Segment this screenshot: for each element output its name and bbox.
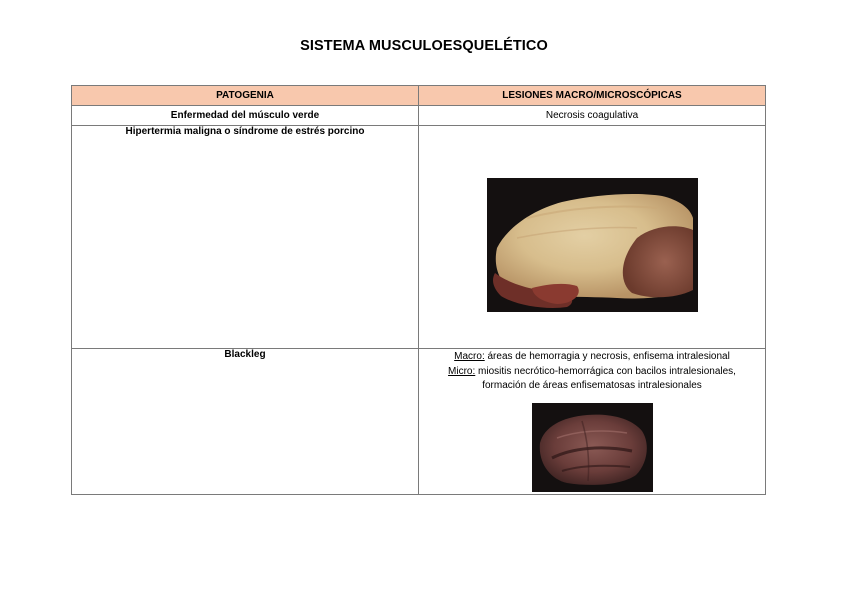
micro-line-2: formación de áreas enfisematosas intralesionales xyxy=(482,380,702,391)
micro-line xyxy=(423,365,761,380)
blackleg-muscle-photo xyxy=(532,403,653,492)
macro-text: áreas de hemorragia y necrosis, enfisema intralesional xyxy=(484,351,730,362)
cell-lesion: Necrosis coagulativa xyxy=(419,106,766,126)
header-patogenia: PATOGENIA xyxy=(72,86,419,106)
header-lesiones: LESIONES MACRO/MICROSCÓPICAS xyxy=(419,86,766,106)
micro-label: Micro: xyxy=(448,365,476,377)
table-header-row xyxy=(72,86,766,106)
cell-patogenia: Enfermedad del músculo verde xyxy=(72,106,419,126)
necrotic-muscle-photo xyxy=(487,178,698,312)
macro-line xyxy=(423,350,761,365)
page-title: SISTEMA MUSCULOESQUELÉTICO xyxy=(300,38,548,54)
table-row xyxy=(72,106,766,126)
cell-lesion xyxy=(419,349,766,495)
micro-text: miositis necrótico-hemorrágica con bacilos intralesionales, xyxy=(475,365,736,377)
cell-lesion-image xyxy=(419,126,766,349)
lesion-description xyxy=(423,350,761,394)
macro-label: Macro: xyxy=(454,351,485,362)
lesions-table xyxy=(71,85,766,495)
cell-patogenia: Hipertermia maligna o síndrome de estrés porcino xyxy=(72,126,419,349)
cell-patogenia: Blackleg xyxy=(72,349,419,495)
table-row xyxy=(72,126,766,349)
table-row xyxy=(72,349,766,495)
